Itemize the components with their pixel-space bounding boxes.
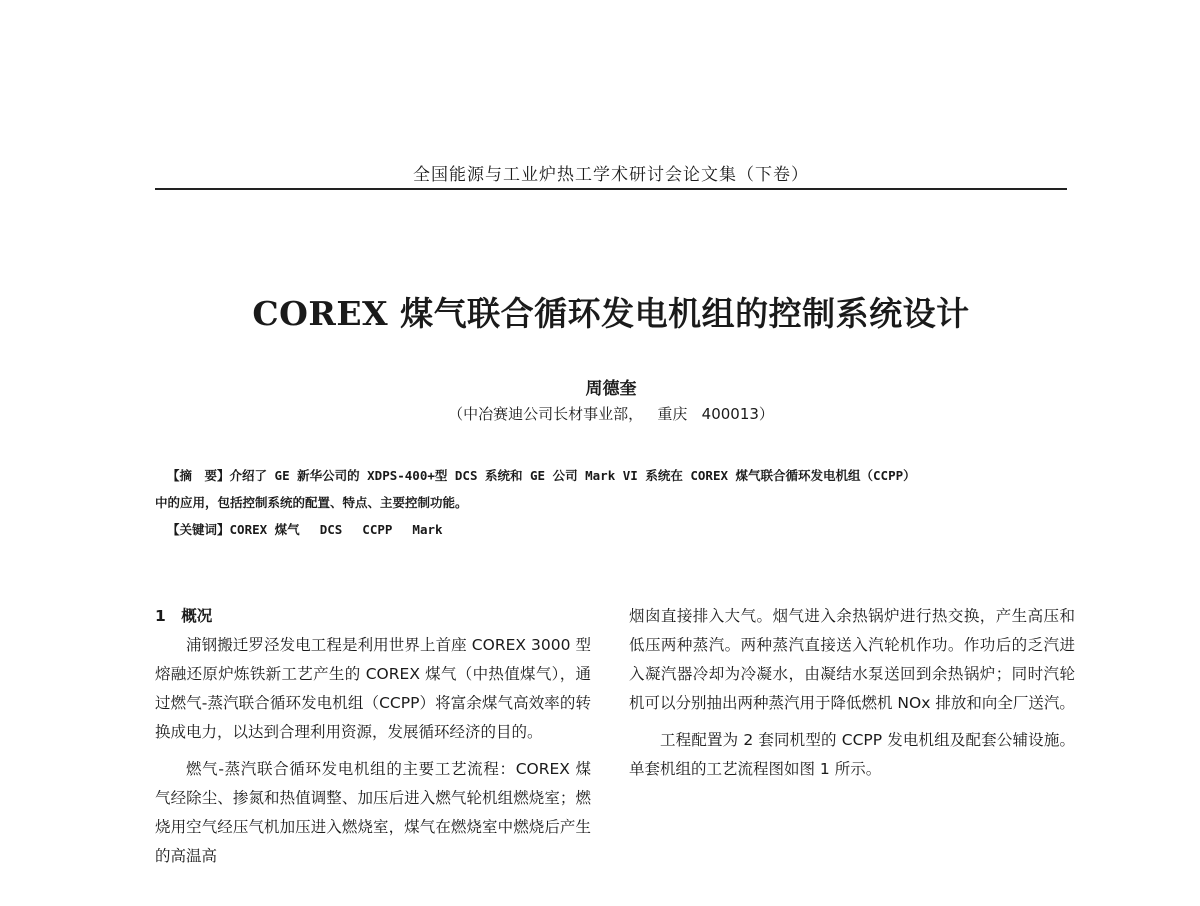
- abstract-label: 【摘 要】: [167, 468, 230, 483]
- section-heading: 1 概况: [155, 607, 213, 625]
- right-column: [629, 602, 1075, 784]
- keywords-text: COREX 煤气 DCS CCPP Mark: [229, 522, 443, 537]
- author-name: 周德奎: [585, 379, 637, 399]
- body-paragraph: 工程配置为 2 套同机型的 CCPP 发电机组及配套公辅设施。单套机组的工艺流程图如图 1 所示。: [629, 731, 1075, 778]
- left-column: [155, 602, 591, 871]
- abstract-line-1: [155, 462, 1085, 489]
- body-paragraph: 烟囱直接排入大气。烟气进入余热锅炉进行热交换，产生高压和低压两种蒸汽。两种蒸汽直接送入汽轮机作功。作功后的乏汽进入凝汽器冷却为冷凝水，由凝结水泵送回到余热锅炉；同时汽轮机可以分别抽出两种蒸汽用于降低燃机 NOx 排放和向全厂送汽。: [629, 607, 1075, 712]
- body-paragraph: 燃气-蒸汽联合循环发电机组的主要工艺流程：COREX 煤气经除尘、掺氮和热值调整、加压后进入燃气轮机组燃烧室；燃烧用空气经压气机加压进入燃烧室，煤气在燃烧室中燃烧后产生的高温高: [155, 760, 591, 865]
- paper-title: COREX 煤气联合循环发电机组的控制系统设计: [252, 294, 970, 333]
- abstract-line-2: 中的应用，包括控制系统的配置、特点、主要控制功能。: [155, 495, 468, 510]
- keywords-label: 【关键词】: [167, 522, 230, 537]
- body-paragraph: 浦钢搬迁罗泾发电工程是利用世界上首座 COREX 3000 型熔融还原炉炼铁新工艺产生的 COREX 煤气（中热值煤气），通过燃气-蒸汽联合循环发电机组（CCPP）将富余煤气高效率的转换成电力，以达到合理利用资源，发展循环经济的目的。: [155, 636, 591, 741]
- running-header: 全国能源与工业炉热工学术研讨会论文集（下卷）: [413, 165, 809, 185]
- author-affiliation: （中冶赛迪公司长材事业部， 重庆 400013）: [448, 405, 774, 423]
- keywords-line: [155, 516, 1085, 543]
- abstract-block: [155, 462, 1085, 543]
- abstract-text-1: 介绍了 GE 新华公司的 XDPS-400+型 DCS 系统和 GE 公司 Mark VI 系统在 COREX 煤气联合循环发电机组（CCPP）: [229, 468, 916, 483]
- header-rule: [155, 188, 1067, 190]
